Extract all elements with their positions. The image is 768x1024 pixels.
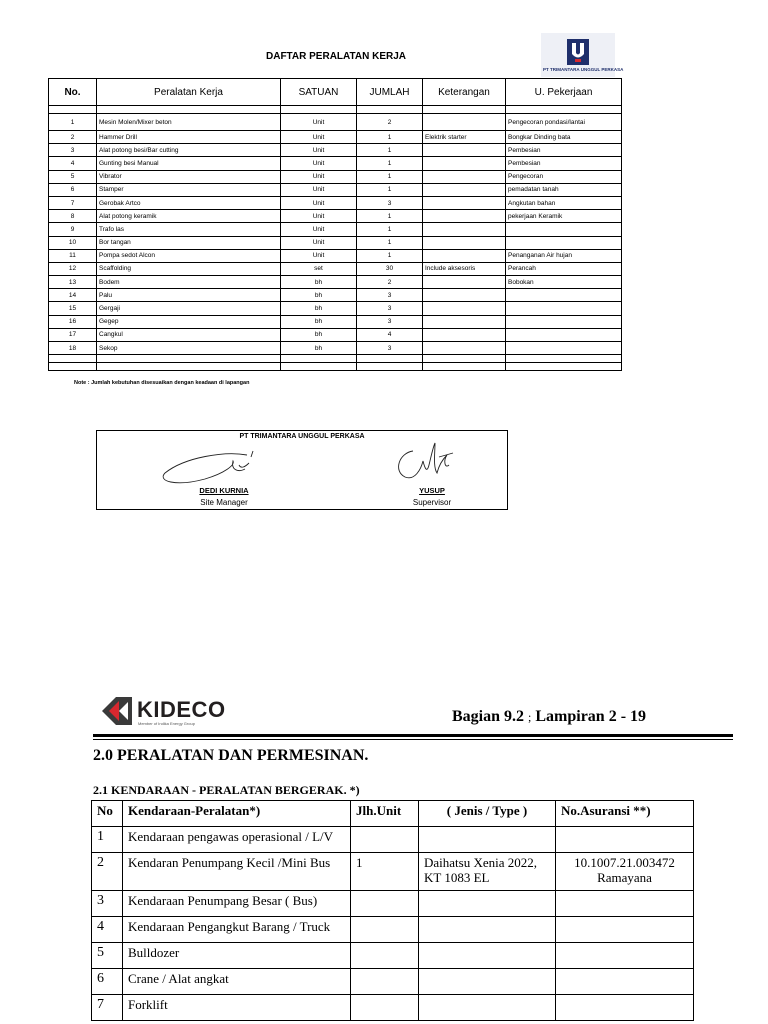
cell-vehicle: Crane / Alat angkat [123,969,351,995]
cell-qty: 1 [357,249,423,262]
cell-no: 17 [49,328,97,341]
header-divider-thin [93,739,733,740]
cell-work: Pembesian [506,144,622,157]
table-row [49,157,622,170]
cell-unit: Unit [281,144,357,157]
cell-item: Alat potong keramik [97,210,281,223]
section-ref-separator: ; [528,710,532,724]
cell-work: Perancah [506,262,622,275]
cell-note [423,210,506,223]
cell-qty: 3 [357,196,423,209]
cell-vehicle: Kendaraan Pengangkut Barang / Truck [123,917,351,943]
cell-no: 3 [49,144,97,157]
cell-insurance [556,969,694,995]
table-row [49,249,622,262]
cell-unit: set [281,262,357,275]
cell-qty: 30 [357,262,423,275]
cell-item: Scaffolding [97,262,281,275]
cell-no: 6 [49,183,97,196]
cell-note [423,328,506,341]
cell-qty: 3 [357,315,423,328]
cell-type [419,891,556,917]
header-no: No [92,801,123,827]
cell-item: Gerobak Artco [97,196,281,209]
cell-item: Bor tangan [97,236,281,249]
cell-units [351,969,419,995]
cell-work [506,302,622,315]
cell-work [506,223,622,236]
cell-note [423,236,506,249]
table-header-row [92,801,694,827]
cell-work: Angkutan bahan [506,196,622,209]
section-ref-bagian: Bagian 9.2 [452,708,525,725]
cell-unit: Unit [281,236,357,249]
header-work: U. Pekerjaan [506,79,622,106]
cell-work: Bobokan [506,276,622,289]
cell-work: pemadatan tanah [506,183,622,196]
cell-work: Pembesian [506,157,622,170]
cell-item: Hammer Drill [97,131,281,144]
cell-qty: 3 [357,302,423,315]
cell-work: Pengecoran [506,170,622,183]
table-row [49,223,622,236]
header-divider-thick [93,734,733,737]
table-row [49,328,622,341]
table-row [49,114,622,131]
cell-vehicle: Forklift [123,995,351,1021]
header-item: Peralatan Kerja [97,79,281,106]
signer1-name: DEDI KURNIA [199,486,249,495]
cell-insurance [556,827,694,853]
header-vehicle: Kendaraan-Peralatan*) [123,801,351,827]
table-row [49,262,622,275]
header-units: Jlh.Unit [351,801,419,827]
cell-no: 2 [49,131,97,144]
cell-no: 14 [49,289,97,302]
cell-item: Palu [97,289,281,302]
kideco-logo-icon [100,695,134,727]
company-logo [541,33,624,77]
cell-note [423,276,506,289]
cell-note: Include aksesoris [423,262,506,275]
table-row [49,302,622,315]
table-row [92,891,694,917]
cell-no: 1 [92,827,123,853]
cell-qty: 2 [357,114,423,131]
cell-qty: 1 [357,170,423,183]
header-qty: JUMLAH [357,79,423,106]
cell-note [423,315,506,328]
header-note: Keterangan [423,79,506,106]
cell-note [423,223,506,236]
cell-qty: 1 [357,144,423,157]
signature-company: PT TRIMANTARA UNGGUL PERKASA [239,433,365,440]
cell-note [423,157,506,170]
signature-box [96,430,508,510]
cell-no: 9 [49,223,97,236]
header-unit: SATUAN [281,79,357,106]
cell-units [351,917,419,943]
table-header-row [49,79,622,106]
cell-no: 13 [49,276,97,289]
table-row [49,196,622,209]
table-row [92,853,694,891]
cell-type [419,995,556,1021]
cell-unit: bh [281,276,357,289]
cell-item: Gergaji [97,302,281,315]
cell-vehicle: Kendaran Penumpang Kecil /Mini Bus [123,853,351,891]
cell-no: 15 [49,302,97,315]
cell-note [423,342,506,355]
cell-units [351,995,419,1021]
cell-vehicle: Kendaraan pengawas operasional / L/V [123,827,351,853]
cell-work: pekerjaan Keramik [506,210,622,223]
page-title: DAFTAR PERALATAN KERJA [266,51,406,62]
company-logo-icon [567,39,589,65]
cell-unit: Unit [281,157,357,170]
cell-qty: 1 [357,236,423,249]
cell-insurance [556,995,694,1021]
cell-note [423,170,506,183]
cell-qty: 1 [357,131,423,144]
cell-units: 1 [351,853,419,891]
table-row [92,827,694,853]
cell-item: Gunting besi Manual [97,157,281,170]
table-row [92,995,694,1021]
cell-units [351,827,419,853]
cell-work: Bongkar Dinding bata [506,131,622,144]
signer1-role: Site Manager [200,498,248,507]
cell-no: 5 [49,170,97,183]
cell-no: 12 [49,262,97,275]
table-spacer-row [49,363,622,371]
cell-qty: 1 [357,223,423,236]
cell-no: 5 [92,943,123,969]
cell-insurance [556,943,694,969]
cell-unit: bh [281,315,357,328]
table-row [49,236,622,249]
cell-note [423,289,506,302]
table-row [49,276,622,289]
table-row [49,289,622,302]
cell-item: Bodem [97,276,281,289]
cell-unit: Unit [281,131,357,144]
cell-qty: 4 [357,328,423,341]
cell-item: Sekop [97,342,281,355]
section-reference [452,708,646,726]
cell-type [419,943,556,969]
section-heading: 2.0 PERALATAN DAN PERMESINAN. [93,747,369,764]
cell-work [506,289,622,302]
signature-1-icon [155,443,265,491]
cell-unit: Unit [281,183,357,196]
cell-work [506,328,622,341]
header-type: ( Jenis / Type ) [419,801,556,827]
cell-work: Penanganan Air hujan [506,249,622,262]
cell-item: Cangkul [97,328,281,341]
cell-item: Gegep [97,315,281,328]
cell-vehicle: Bulldozer [123,943,351,969]
cell-item: Mesin Molen/Mixer beton [97,114,281,131]
cell-units [351,943,419,969]
cell-item: Alat potong besi/Bar cutting [97,144,281,157]
vehicle-table [91,800,694,1021]
table-row [92,969,694,995]
section-subheading: 2.1 KENDARAAN - PERALATAN BERGERAK. *) [93,783,360,797]
kideco-logo-subtitle: Member of Indika Energy Group [138,721,195,726]
cell-item: Trafo las [97,223,281,236]
cell-no: 2 [92,853,123,891]
signer2-role: Supervisor [412,498,452,507]
table-row [49,131,622,144]
table-row [49,342,622,355]
cell-type [419,827,556,853]
table-row [49,183,622,196]
cell-type: Daihatsu Xenia 2022, KT 1083 EL [419,853,556,891]
equipment-table [48,78,622,371]
kideco-logo-name: KIDECO [137,697,226,722]
cell-unit: Unit [281,249,357,262]
cell-type [419,917,556,943]
cell-insurance [556,917,694,943]
cell-note: Elektrik starter [423,131,506,144]
cell-unit: Unit [281,223,357,236]
cell-item: Vibrator [97,170,281,183]
cell-note [423,302,506,315]
table-row [49,315,622,328]
cell-item: Stamper [97,183,281,196]
cell-qty: 2 [357,276,423,289]
table-row [92,943,694,969]
table-row [92,917,694,943]
cell-unit: Unit [281,210,357,223]
cell-item: Pompa sedot Alcon [97,249,281,262]
cell-unit: bh [281,289,357,302]
cell-type [419,969,556,995]
cell-qty: 3 [357,342,423,355]
cell-no: 16 [49,315,97,328]
table-row [49,170,622,183]
cell-qty: 3 [357,289,423,302]
cell-no: 7 [92,995,123,1021]
header-no: No. [49,79,97,106]
cell-unit: Unit [281,170,357,183]
cell-no: 4 [49,157,97,170]
cell-no: 18 [49,342,97,355]
cell-unit: bh [281,328,357,341]
cell-qty: 1 [357,183,423,196]
company-logo-text: PT TRIMANTARA UNGGUL PERKASA [543,67,624,72]
cell-no: 7 [49,196,97,209]
table-row [49,144,622,157]
cell-no: 10 [49,236,97,249]
cell-work [506,236,622,249]
cell-note [423,249,506,262]
cell-units [351,891,419,917]
table-spacer-row [49,106,622,114]
table-note: Note : Jumlah kebutuhan disesuaikan dengan keadaan di lapangan [74,380,250,386]
cell-qty: 1 [357,157,423,170]
cell-no: 8 [49,210,97,223]
table-row [49,210,622,223]
cell-unit: Unit [281,114,357,131]
signer2-name: YUSUP [419,486,445,495]
cell-work [506,342,622,355]
cell-note [423,114,506,131]
cell-insurance: 10.1007.21.003472 Ramayana [556,853,694,891]
table-spacer-row [49,355,622,363]
cell-no: 1 [49,114,97,131]
cell-insurance [556,891,694,917]
cell-unit: bh [281,342,357,355]
kideco-logo [100,695,235,727]
cell-vehicle: Kendaraan Penumpang Besar ( Bus) [123,891,351,917]
cell-unit: bh [281,302,357,315]
cell-note [423,183,506,196]
section-ref-lampiran: Lampiran 2 - 19 [535,708,647,725]
cell-work [506,315,622,328]
cell-no: 11 [49,249,97,262]
cell-note [423,196,506,209]
cell-no: 4 [92,917,123,943]
cell-unit: Unit [281,196,357,209]
cell-note [423,144,506,157]
cell-no: 6 [92,969,123,995]
cell-work: Pengecoran pondasi/lantai [506,114,622,131]
cell-no: 3 [92,891,123,917]
header-insurance: No.Asuransi **) [556,801,694,827]
cell-qty: 1 [357,210,423,223]
signature-2-icon [391,439,461,483]
